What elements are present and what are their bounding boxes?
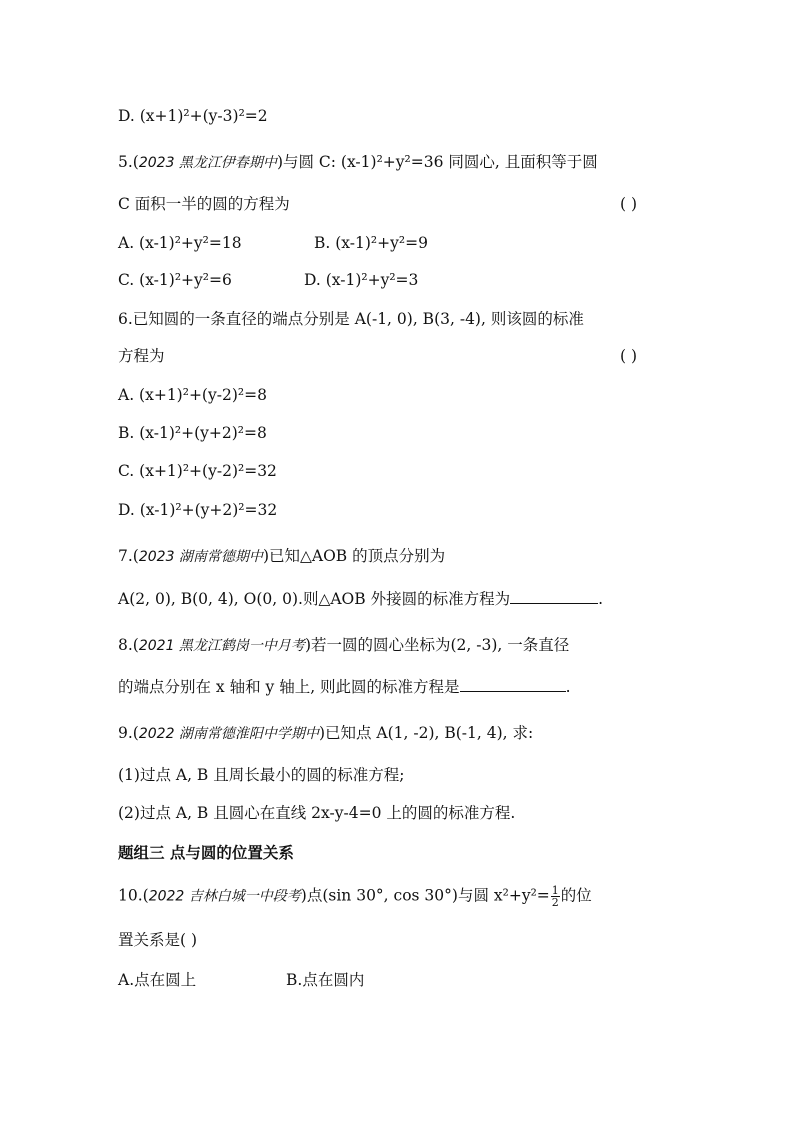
question-7-line1 xyxy=(118,546,445,567)
question-source: 2023 湖南常德期中 xyxy=(138,549,263,565)
option-d: D. (x-1)²+y²=3 xyxy=(304,271,419,289)
fraction xyxy=(551,885,560,908)
question-10-line1 xyxy=(118,885,592,908)
question-9-sub2: (2)过点 A, B 且圆心在直线 2x-y-4=0 上的圆的标准方程. xyxy=(118,804,516,822)
question-source: 2022 吉林白城一中段考 xyxy=(148,888,301,905)
option-a: A.点在圆上 xyxy=(118,971,197,989)
section-heading: 题组三 点与圆的位置关系 xyxy=(118,844,294,862)
question-text: )与圆 C: (x-1)²+y²=36 同圆心, 且面积等于圆 xyxy=(276,153,598,171)
answer-paren: ( ) xyxy=(620,195,638,213)
question-7-line2 xyxy=(118,589,603,609)
question-5-line2: C 面积一半的圆的方程为 xyxy=(118,195,290,213)
question-8-line2 xyxy=(118,677,571,697)
option-a: A. (x+1)²+(y-2)²=8 xyxy=(118,386,267,404)
answer-blank[interactable] xyxy=(510,589,598,604)
period: . xyxy=(598,590,604,608)
question-9-sub1: (1)过点 A, B 且周长最小的圆的标准方程; xyxy=(118,766,405,784)
question-number: 8.( xyxy=(118,636,139,654)
option-d: D. (x-1)²+(y+2)²=32 xyxy=(118,501,278,519)
option-b: B. (x-1)²+(y+2)²=8 xyxy=(118,424,267,442)
option-c: C. (x+1)²+(y-2)²=32 xyxy=(118,462,277,480)
question-source: 2021 黑龙江鹤岗一中月考 xyxy=(138,638,305,654)
question-text-end: 的位 xyxy=(560,886,592,905)
question-source: 2022 湖南常德淮阳中学期中 xyxy=(138,726,319,742)
question-5-line1 xyxy=(118,152,598,173)
option-a: A. (x-1)²+y²=18 xyxy=(118,234,242,252)
option-b: B.点在圆内 xyxy=(286,971,365,989)
question-text: )已知点 A(1, -2), B(-1, 4), 求: xyxy=(318,724,534,742)
question-text: )点(sin 30°, cos 30°)与圆 x²+y²= xyxy=(300,886,550,905)
question-text: )若一圆的圆心坐标为(2, -3), 一条直径 xyxy=(304,636,570,654)
fraction-denominator: 2 xyxy=(551,896,559,909)
question-text: A(2, 0), B(0, 4), O(0, 0).则△AOB 外接圆的标准方程为 xyxy=(118,590,511,608)
period: . xyxy=(565,678,571,696)
question-number: 9.( xyxy=(118,724,139,742)
option-c: C. (x-1)²+y²=6 xyxy=(118,271,232,289)
question-8-line1 xyxy=(118,635,569,656)
question-number: 10.( xyxy=(118,886,149,905)
option-b: B. (x-1)²+y²=9 xyxy=(314,234,428,252)
question-9-line1 xyxy=(118,723,533,744)
option-d-prev: D. (x+1)²+(y-3)²=2 xyxy=(118,107,268,125)
question-text: )已知△AOB 的顶点分别为 xyxy=(262,547,446,565)
question-text: 的端点分别在 x 轴和 y 轴上, 则此圆的标准方程是 xyxy=(118,678,460,696)
question-number: 7.( xyxy=(118,547,139,565)
answer-blank[interactable] xyxy=(460,677,566,692)
question-6-line2: 方程为 xyxy=(118,347,165,365)
question-10-line2: 置关系是( ) xyxy=(118,931,198,949)
question-source: 2023 黑龙江伊春期中 xyxy=(138,155,277,171)
question-6-line1: 6.已知圆的一条直径的端点分别是 A(-1, 0), B(3, -4), 则该圆的标准 xyxy=(118,310,584,328)
question-number: 5.( xyxy=(118,153,139,171)
answer-paren: ( ) xyxy=(620,347,638,365)
fraction-numerator: 1 xyxy=(551,884,559,897)
